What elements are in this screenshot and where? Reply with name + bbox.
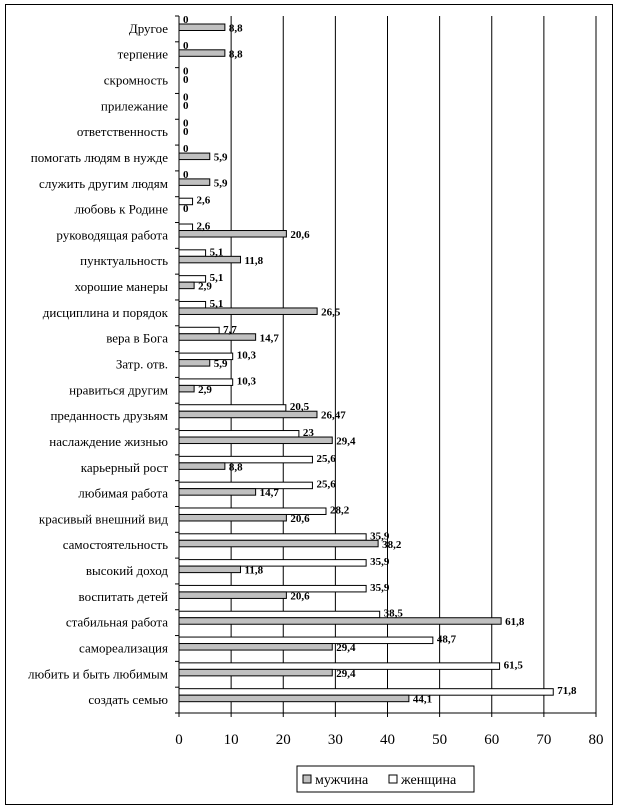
value-label-men: 11,8 xyxy=(244,254,264,267)
value-label-men: 29,4 xyxy=(336,667,356,680)
value-label-men: 29,4 xyxy=(336,642,356,655)
legend-label: женщина xyxy=(401,773,457,788)
category-label: стабильная работа xyxy=(65,614,168,630)
value-label-women: 35,9 xyxy=(370,530,390,543)
value-label-men: 8,8 xyxy=(228,22,243,35)
bar-men xyxy=(179,282,194,289)
value-label-men: 8,8 xyxy=(228,461,243,474)
x-tick-label: 40 xyxy=(380,732,395,748)
value-label-men: 14,7 xyxy=(259,487,279,500)
bar-women xyxy=(179,585,366,592)
category-label: Затр. отв. xyxy=(115,356,168,372)
bar-women xyxy=(179,689,553,696)
bar-men xyxy=(179,463,225,470)
bar-women xyxy=(179,431,299,438)
bar-women xyxy=(179,611,380,618)
value-label-women: 5,1 xyxy=(209,272,224,285)
category-label: скромность xyxy=(103,72,168,88)
value-label-women: 38,5 xyxy=(383,607,403,620)
value-label-men: 14,7 xyxy=(259,332,279,345)
category-label: наслаждение жизнью xyxy=(49,433,168,449)
bar-women xyxy=(179,560,366,567)
x-tick-label: 60 xyxy=(484,732,500,748)
legend xyxy=(297,766,474,792)
bar-men xyxy=(179,308,317,315)
bar-women xyxy=(179,405,286,412)
value-label-men: 8,8 xyxy=(228,48,243,61)
value-label-men: 2,9 xyxy=(198,383,212,396)
x-tick-label: 0 xyxy=(175,732,183,748)
value-label-women: 0 xyxy=(183,14,189,26)
category-label: любимая работа xyxy=(78,485,168,501)
x-tick-label: 10 xyxy=(223,732,239,748)
value-label-women: 0 xyxy=(183,168,189,181)
value-label-women: 5,1 xyxy=(209,297,224,310)
x-tick-label: 20 xyxy=(275,732,291,748)
value-label-men: 20,6 xyxy=(290,229,310,242)
category-label: самостоятельность xyxy=(62,537,168,553)
value-label-men: 38,2 xyxy=(382,538,402,551)
value-label-women: 0 xyxy=(183,143,189,156)
value-label-men: 0 xyxy=(183,203,189,216)
bar-women xyxy=(179,637,433,644)
value-label-men: 5,9 xyxy=(213,151,228,164)
bar-men xyxy=(179,489,256,496)
x-tick-label: 70 xyxy=(536,732,552,748)
value-label-women: 28,2 xyxy=(329,504,350,517)
bar-women xyxy=(179,301,206,308)
bar-men xyxy=(179,334,256,341)
value-label-women: 23 xyxy=(302,427,314,440)
category-label: преданность друзьям xyxy=(50,408,168,424)
x-tick-label: 50 xyxy=(432,732,448,748)
x-tick-label: 30 xyxy=(327,732,343,748)
value-label-men: 61,8 xyxy=(505,616,525,629)
category-label: пунктуальность xyxy=(80,253,168,269)
category-label: ответственность xyxy=(76,124,168,140)
category-label: вера в Бога xyxy=(106,330,168,346)
bar-men xyxy=(179,592,286,599)
value-label-women: 35,9 xyxy=(370,556,390,569)
value-label-men: 44,1 xyxy=(412,693,433,706)
value-label-women: 0 xyxy=(183,117,189,130)
value-label-women: 7,7 xyxy=(223,323,237,336)
value-label-men: 0 xyxy=(183,74,189,87)
bar-men xyxy=(179,360,210,367)
bar-men xyxy=(179,231,286,238)
value-label-women: 20,5 xyxy=(289,401,310,414)
value-label-women: 61,5 xyxy=(503,659,523,672)
category-label: воспитать детей xyxy=(78,588,168,604)
category-label: любовь к Родине xyxy=(74,201,168,217)
value-label-women: 10,3 xyxy=(236,349,256,362)
bar-men xyxy=(179,566,241,573)
category-label: любить и быть любимым xyxy=(27,666,168,682)
value-label-men: 29,4 xyxy=(336,435,356,448)
category-label: помогать людям в нужде xyxy=(30,149,168,165)
bar-women xyxy=(179,534,366,541)
category-label: терпение xyxy=(117,46,168,62)
category-label: карьерный рост xyxy=(80,459,168,475)
category-label: прилежание xyxy=(100,98,168,114)
value-label-men: 5,9 xyxy=(213,177,228,190)
category-label: высокий доход xyxy=(85,563,168,579)
value-label-women: 0 xyxy=(183,65,189,78)
bar-men xyxy=(179,644,332,651)
bar-women xyxy=(179,224,193,231)
value-label-men: 0 xyxy=(183,99,189,112)
value-label-men: 26,47 xyxy=(320,409,346,422)
legend-swatch xyxy=(303,775,311,783)
category-label: дисциплина и порядок xyxy=(42,304,168,320)
bar-men xyxy=(179,385,194,392)
value-label-women: 48,7 xyxy=(436,633,457,646)
category-label: служить другим людям xyxy=(39,175,168,191)
value-label-men: 26,5 xyxy=(321,306,341,319)
value-label-women: 2,6 xyxy=(196,220,211,233)
bar-women xyxy=(179,482,312,489)
value-label-women: 0 xyxy=(183,91,189,104)
value-label-women: 10,3 xyxy=(236,375,256,388)
value-label-women: 25,6 xyxy=(316,452,336,465)
category-label: создать семью xyxy=(88,692,168,708)
value-label-women: 0 xyxy=(183,39,189,52)
bar-men xyxy=(179,540,378,547)
category-label: нравиться другим xyxy=(69,382,168,398)
category-label: красивый внешний вид xyxy=(38,511,168,527)
value-label-men: 5,9 xyxy=(213,358,228,371)
bar-women xyxy=(179,250,206,256)
value-label-women: 2,6 xyxy=(196,194,211,207)
bar-men xyxy=(179,669,332,676)
value-label-men: 0 xyxy=(183,125,189,138)
x-tick-label: 80 xyxy=(588,732,604,748)
bar-women xyxy=(179,327,219,334)
bar-men xyxy=(179,514,286,521)
value-label-men: 20,6 xyxy=(290,512,310,525)
legend-swatch xyxy=(389,775,397,783)
value-label-men: 11,8 xyxy=(244,564,264,577)
bar-men xyxy=(179,618,501,625)
category-label: руководящая работа xyxy=(56,227,168,243)
legend-label: мужчина xyxy=(315,773,369,788)
value-label-men: 2,9 xyxy=(198,280,212,293)
value-label-women: 25,6 xyxy=(316,478,336,491)
value-label-women: 35,9 xyxy=(370,581,390,594)
bar-men xyxy=(179,695,409,702)
category-label: Другое xyxy=(128,20,168,36)
value-label-women: 71,8 xyxy=(557,685,577,698)
value-label-men: 20,6 xyxy=(290,590,310,603)
category-label: самореализация xyxy=(79,640,168,656)
bar-women xyxy=(179,456,312,463)
value-label-women: 5,1 xyxy=(209,246,224,259)
category-label: хорошие манеры xyxy=(74,279,168,295)
